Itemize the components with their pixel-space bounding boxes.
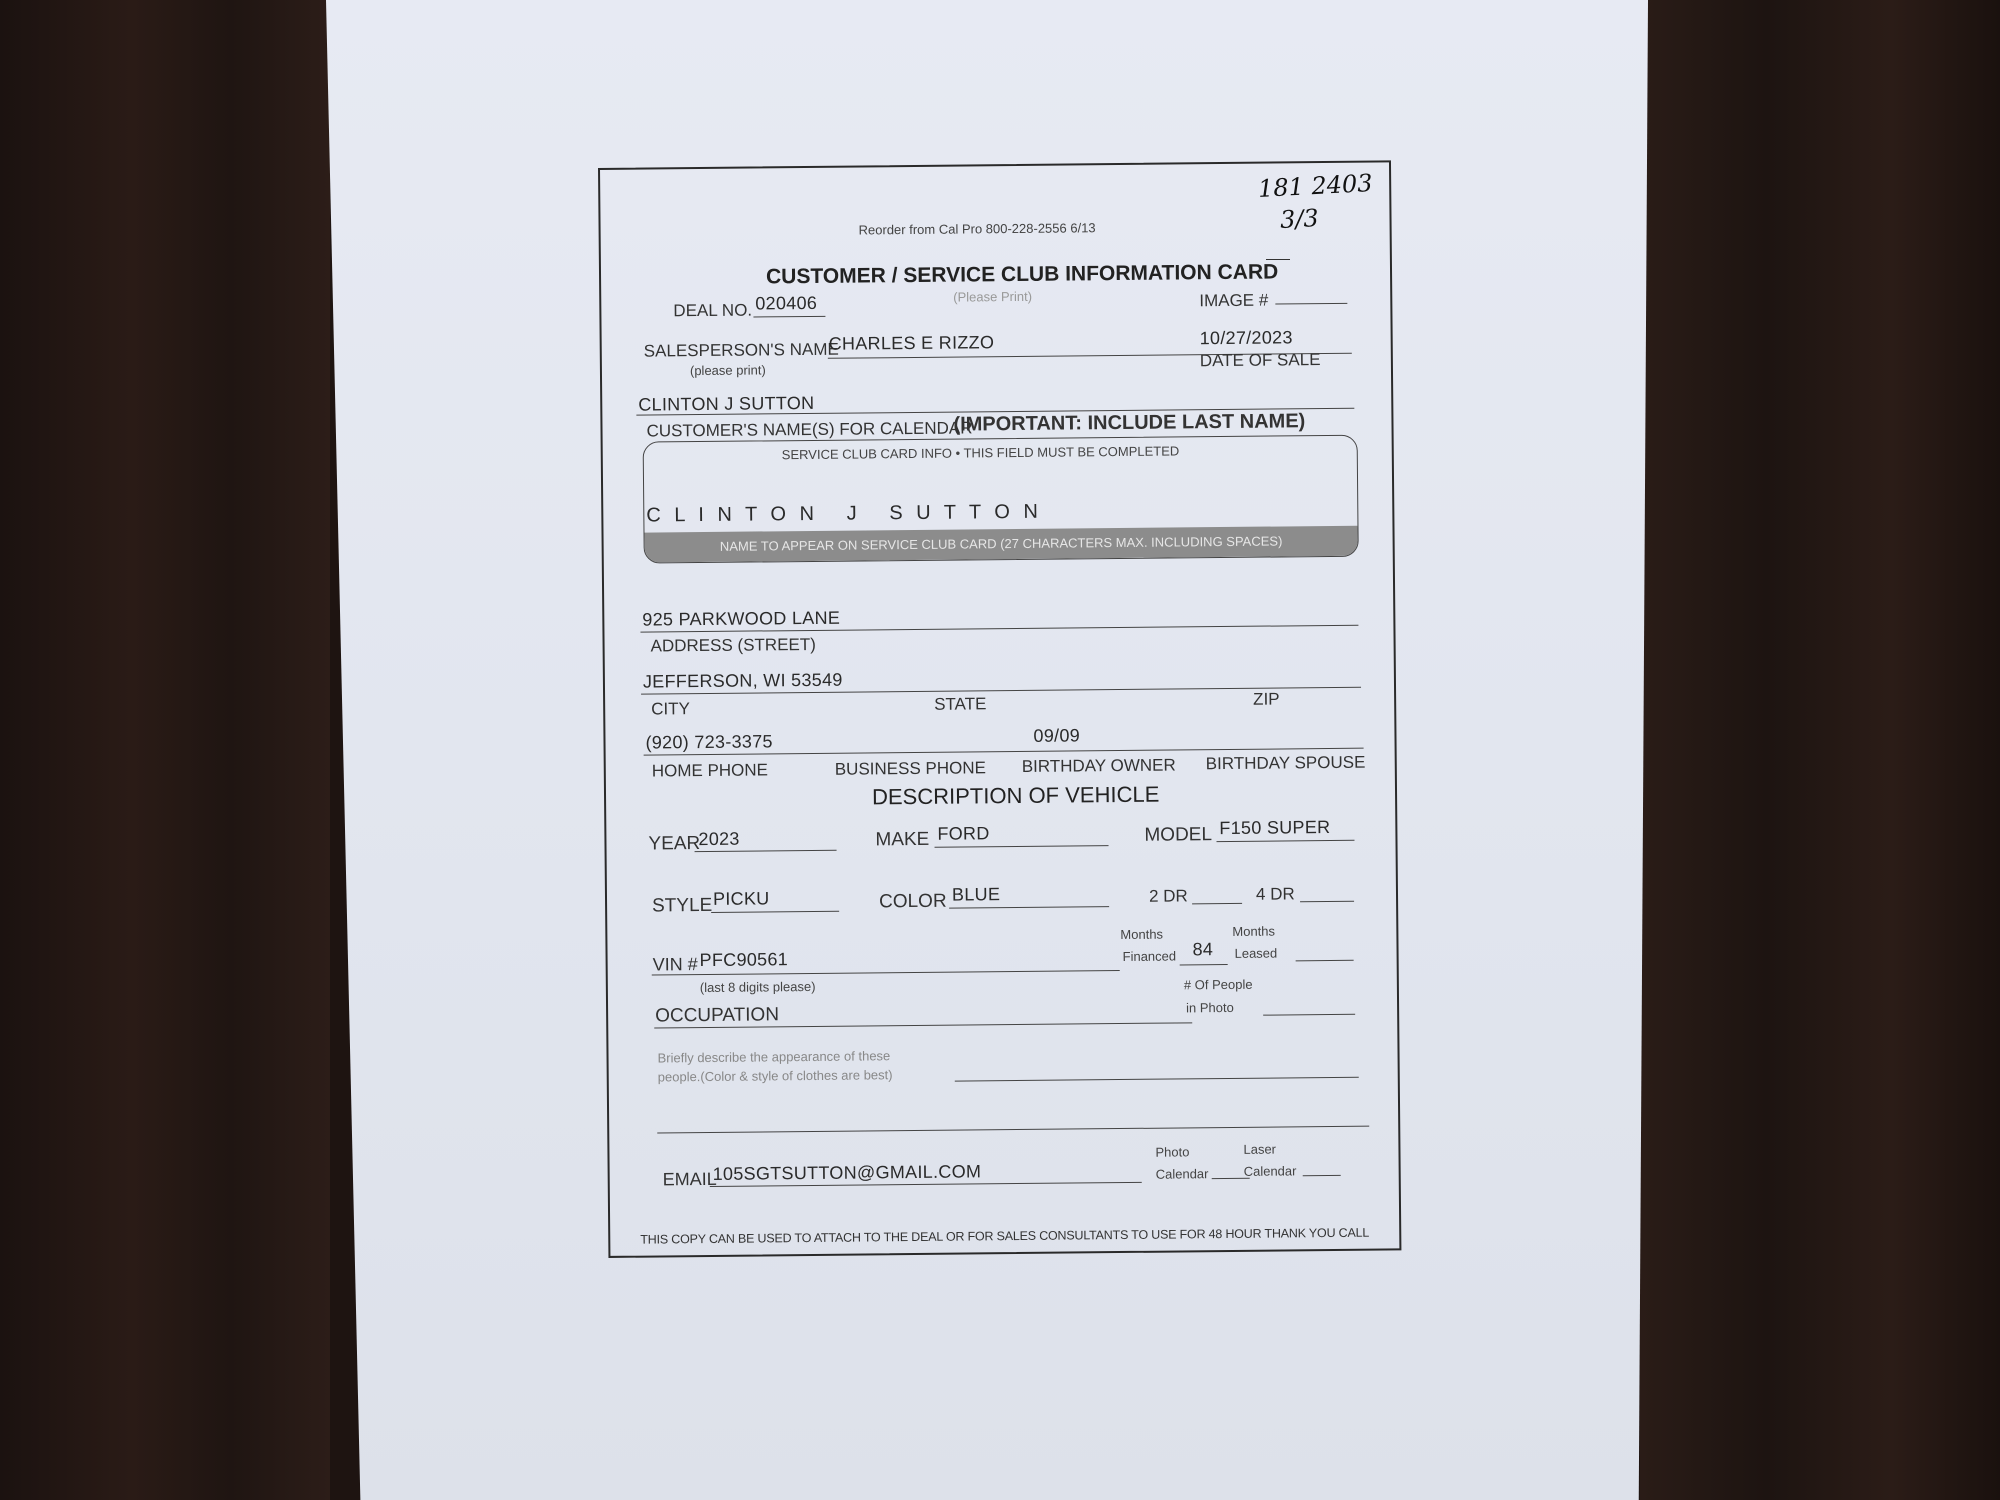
service-club-band: NAME TO APPEAR ON SERVICE CLUB CARD (27 CHARACTERS MAX. INCLUDING SPACES) <box>645 526 1358 563</box>
vin-value: PFC90561 <box>699 949 789 971</box>
salesperson-label: SALESPERSON'S NAME <box>643 339 839 361</box>
service-club-header: SERVICE CLUB CARD INFO • THIS FIELD MUST BE COMPLETED <box>781 443 1180 463</box>
year-value: 2023 <box>698 828 740 850</box>
color-value: BLUE <box>951 884 1001 905</box>
months-leased-label-2: Leased <box>1234 945 1278 961</box>
describe-people-line2: people.(Color & style of clothes are best) <box>657 1067 893 1085</box>
service-club-name: C L I N T O N J S U T T O N <box>646 500 1042 527</box>
salesperson-sublabel: (please print) <box>689 362 766 379</box>
info-card <box>598 160 1401 1258</box>
handwritten-note-line2: 3/3 <box>1279 204 1320 234</box>
laser-calendar-label-1: Laser <box>1243 1141 1277 1157</box>
wood-background-left <box>0 0 330 1500</box>
photo-calendar-label-2: Calendar <box>1155 1166 1209 1182</box>
date-of-sale-value: 10/27/2023 <box>1199 327 1293 349</box>
please-print-note: (Please Print) <box>953 288 1033 305</box>
deal-number-value: 020406 <box>755 292 818 314</box>
city-state-zip-value: JEFFERSON, WI 53549 <box>642 669 843 692</box>
reorder-note: Reorder from Cal Pro 800-228-2556 6/13 <box>858 220 1096 238</box>
vin-note: (last 8 digits please) <box>699 978 816 996</box>
vehicle-heading: DESCRIPTION OF VEHICLE <box>871 781 1160 810</box>
months-financed-label-1: Months <box>1120 926 1164 943</box>
model-value: F150 SUPER <box>1219 817 1331 839</box>
customer-name-label: CUSTOMER'S NAME(S) FOR CALENDAR <box>646 418 973 441</box>
two-door-label: 2 DR <box>1148 886 1188 906</box>
vin-label: VIN # <box>652 954 698 975</box>
image-number-label: IMAGE # <box>1199 290 1269 311</box>
home-phone-value: (920) 723-3375 <box>645 731 773 753</box>
laser-calendar-label-2: Calendar <box>1243 1163 1297 1179</box>
email-label: EMAIL <box>662 1168 717 1190</box>
year-label: YEAR <box>648 833 701 855</box>
salesperson-value: CHARLES E RIZZO <box>828 332 995 354</box>
date-of-sale-label: DATE OF SALE <box>1199 350 1321 371</box>
business-phone-label: BUSINESS PHONE <box>834 758 987 779</box>
footer-note: THIS COPY CAN BE USED TO ATTACH TO THE DEAL OR FOR SALES CONSULTANTS TO USE FOR 48 HOUR THANK YOU CALL <box>640 1225 1370 1247</box>
wood-background-right <box>1640 0 2000 1500</box>
style-value: PICKU <box>712 888 770 909</box>
zip-label: ZIP <box>1253 689 1280 709</box>
photo-calendar-label-1: Photo <box>1155 1144 1190 1160</box>
card-title: CUSTOMER / SERVICE CLUB INFORMATION CARD <box>765 260 1279 289</box>
birthday-owner-value: 09/09 <box>1033 725 1081 746</box>
model-label: MODEL <box>1144 824 1213 846</box>
birthday-owner-label: BIRTHDAY OWNER <box>1021 755 1176 776</box>
make-value: FORD <box>937 823 990 844</box>
birthday-spouse-label: BIRTHDAY SPOUSE <box>1205 752 1366 774</box>
home-phone-label: HOME PHONE <box>651 760 769 781</box>
style-label: STYLE <box>651 894 713 917</box>
address-value: 925 PARKWOOD LANE <box>642 607 841 630</box>
make-label: MAKE <box>875 828 930 851</box>
months-leased-label-1: Months <box>1232 923 1276 939</box>
handwritten-note-line1: 181 2403 <box>1257 169 1374 203</box>
state-label: STATE <box>934 694 987 714</box>
include-last-name-note: (IMPORTANT: INCLUDE LAST NAME) <box>953 410 1306 436</box>
four-door-label: 4 DR <box>1255 884 1295 904</box>
occupation-label: OCCUPATION <box>655 1004 780 1027</box>
service-club-card-box <box>643 435 1359 564</box>
months-financed-label-2: Financed <box>1122 948 1177 965</box>
deal-number-label: DEAL NO. <box>673 300 753 321</box>
customer-name-value: CLINTON J SUTTON <box>638 392 815 415</box>
color-label: COLOR <box>878 890 947 913</box>
address-label: ADDRESS (STREET) <box>650 634 816 656</box>
describe-people-line1: Briefly describe the appearance of these <box>657 1048 891 1066</box>
people-in-photo-label-2: in Photo <box>1186 999 1234 1016</box>
email-value: 105SGTSUTTON@GMAIL.COM <box>712 1161 982 1184</box>
months-financed-value: 84 <box>1192 939 1214 960</box>
city-label: CITY <box>651 699 691 719</box>
people-in-photo-label-1: # Of People <box>1183 976 1253 993</box>
